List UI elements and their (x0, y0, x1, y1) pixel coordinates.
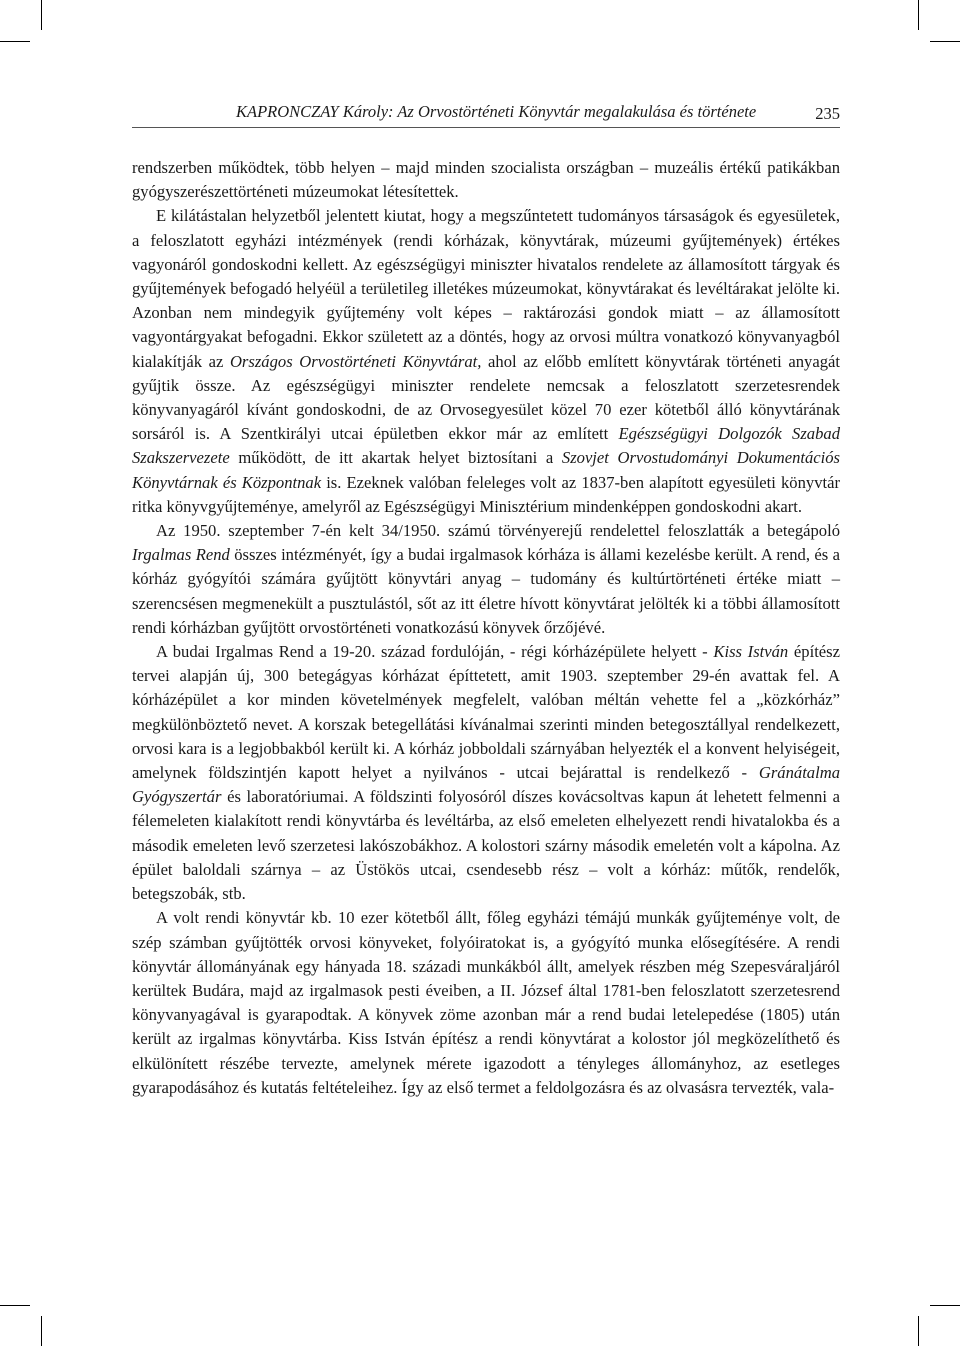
italic-text: Gránátalma Gyógyszertár (132, 763, 840, 807)
crop-mark (918, 0, 919, 30)
text-run: rendszerben működtek, több helyen – majd minden szocialista országban – muzeális értékű patikákban gyógyszerészettörténeti múzeumokat létesítettek. (132, 158, 840, 202)
page-header (132, 100, 840, 124)
text-run: E kilátástalan helyzetből jelentett kiutat, hogy a megszűntetett tudományos társaságok és egyesületek, a feloszlatott egyházi intézmények (rendi kórházak, könyvtárak, múzeumi gyűjtemények) értékes vagyonáról gondoskodni kellett. Az egészségügyi miniszter hivatalos rendelete az államosított tárgyak és gyűjtemények befogadó helyéül a területileg illetékes múzeumokat, könyvtárakat és levéltárakat jelölte ki. Azonban nem mindegyik gyűjtemény volt képes – raktározási gondok miatt – az államosított vagyontárgyakat befogadni. Ekkor született az a döntés, hogy az orvosi múltra vonatkozó könyvanyagból kialakítják az (132, 206, 840, 371)
crop-mark (930, 1305, 960, 1306)
page-number: 235 (815, 104, 840, 123)
italic-text: Szovjet Orvostudományi Dokumentációs Könyvtárnak és Központnak (132, 448, 841, 492)
paragraph (132, 906, 840, 1100)
italic-text: Kiss István (713, 642, 789, 662)
text-run: A budai Irgalmas Rend a 19-20. század fordulóján, - régi kórházépülete helyett - (156, 642, 714, 662)
paragraph (132, 640, 840, 906)
italic-text: Irgalmas Rend (132, 545, 230, 565)
text-run: is. Ezeknek valóban feleleges volt az 1837-ben alapított egyesületi könyvtár ritka könyvgyűjteménye, amelyről az Egészségügyi Minisztérium mindenképpen gondoskodni akart. (132, 472, 840, 516)
text-run: építész tervei alapján új, 300 betegágyas kórházat építtetett, amit 1903. szeptember 29-én avattak fel. A kórházépület a kor minden követelmények megfelelt, valóban méltán vehette fel a „közkórház” megkülönböztető nevet. A korszak betegellátási kívánalmai szerinti minden betegosztállyal rendelkezett, orvosi kara is a legjobbakból került ki. A kórház jobboldali szárnyában helyezték el a konvent helyiségeit, amelynek földszintjén kapott helyet a nyilvános - utcai bejárattal is rendelkező - (132, 642, 840, 783)
crop-mark (918, 1316, 919, 1346)
body-text (132, 156, 840, 1100)
crop-mark (41, 1316, 42, 1346)
paragraph (132, 156, 840, 204)
crop-mark (0, 41, 30, 42)
text-run: és laboratóriumai. A földszinti folyosóról díszes kovácsoltvas kapun át lehetett felmenni a félemeleten kialakított rendi könyvtárba és levéltárba, az első emeleten elhelyezett rendi hivatalokba és a második emeleten levő szerzetesi lakószobákhoz. A kolostori szárny második emeletén volt a kápolna. Az épület baloldali szárnya – az Üstökös utcai, csendesebb rész – volt a kórház: műtők, rendelők, betegszobák, stb. (132, 787, 840, 904)
text-run: Az 1950. szeptember 7-én kelt 34/1950. számú törvényerejű rendelettel feloszlatták a betegápoló (156, 521, 840, 541)
text-run: ahol az előbb említett könyvtárak történeti anyagát gyűjtik össze. Az egészségügyi miniszter rendelete nemcsak a feloszlatott szerzetesrendek könyvanyagáról kívánt gondoskodni, de az Orvosegyesület közel 70 ezer kötetből álló könyvtárának sorsáról is. A Szentkirályi utcai épületben ekkor már az említett (132, 351, 840, 444)
paragraph (132, 519, 840, 640)
italic-text: Országos Orvostörténeti Könyvtárat, (229, 351, 482, 371)
header-divider (132, 127, 840, 128)
paragraph (132, 204, 840, 519)
text-run: működött, de itt akartak helyet biztosítani a (229, 448, 562, 468)
crop-mark (0, 1305, 30, 1306)
text-run: A volt rendi könyvtár kb. 10 ezer kötetből állt, főleg egyházi témájú munkák gyűjteménye volt, de szép számban gyűjtötték orvosi könyveket, folyóiratokat is, a gyógyító munka elősegítésére. A rendi könyvtár állományának egy hányada 18. századi munkákból állt, amelyek részben még Szepesváraljáról kerültek Budára, majd az irgalmasok pesti éveiben, a II. József által 1781-ben feloszlatott szerzetesrend könyvanyagával is gyarapodtak. A könyvek zöme azonban már a rend budai letelepedése (1805) után került az irgalmas könyvtárba. Kiss István építész a rendi könyvtárat a kolostor jól megközelíthető és elkülönített részébe tervezte, amelynek mérete igazodott a tényleges állományhoz, az esetleges gyarapodásához és kutatás feltételeihez. Így az első termet a feldolgozásra és az olvasásra tervezték, vala- (132, 908, 840, 1097)
crop-mark (930, 41, 960, 42)
crop-mark (41, 0, 42, 30)
italic-text: Egészségügyi Dolgozók Szabad Szakszervezete (132, 424, 840, 468)
running-title: KAPRONCZAY Károly: Az Orvostörténeti Könyvtár megalakulása és története (236, 102, 757, 121)
text-run: összes intézményét, így a budai irgalmasok kórháza is állami kezelésbe került. A rend, és a kórház gyógyítói számára gyűjtött könyvtári anyag – tudomány és kultúrtörténeti értéke miatt – szerencsésen megmenekült a pusztulástól, sőt az itt életre hívott könyvtárat jelölték ki a többi államosított rendi kórházban gyűjtött orvostörténeti vonatkozású könyvek őrzőjévé. (132, 545, 840, 637)
